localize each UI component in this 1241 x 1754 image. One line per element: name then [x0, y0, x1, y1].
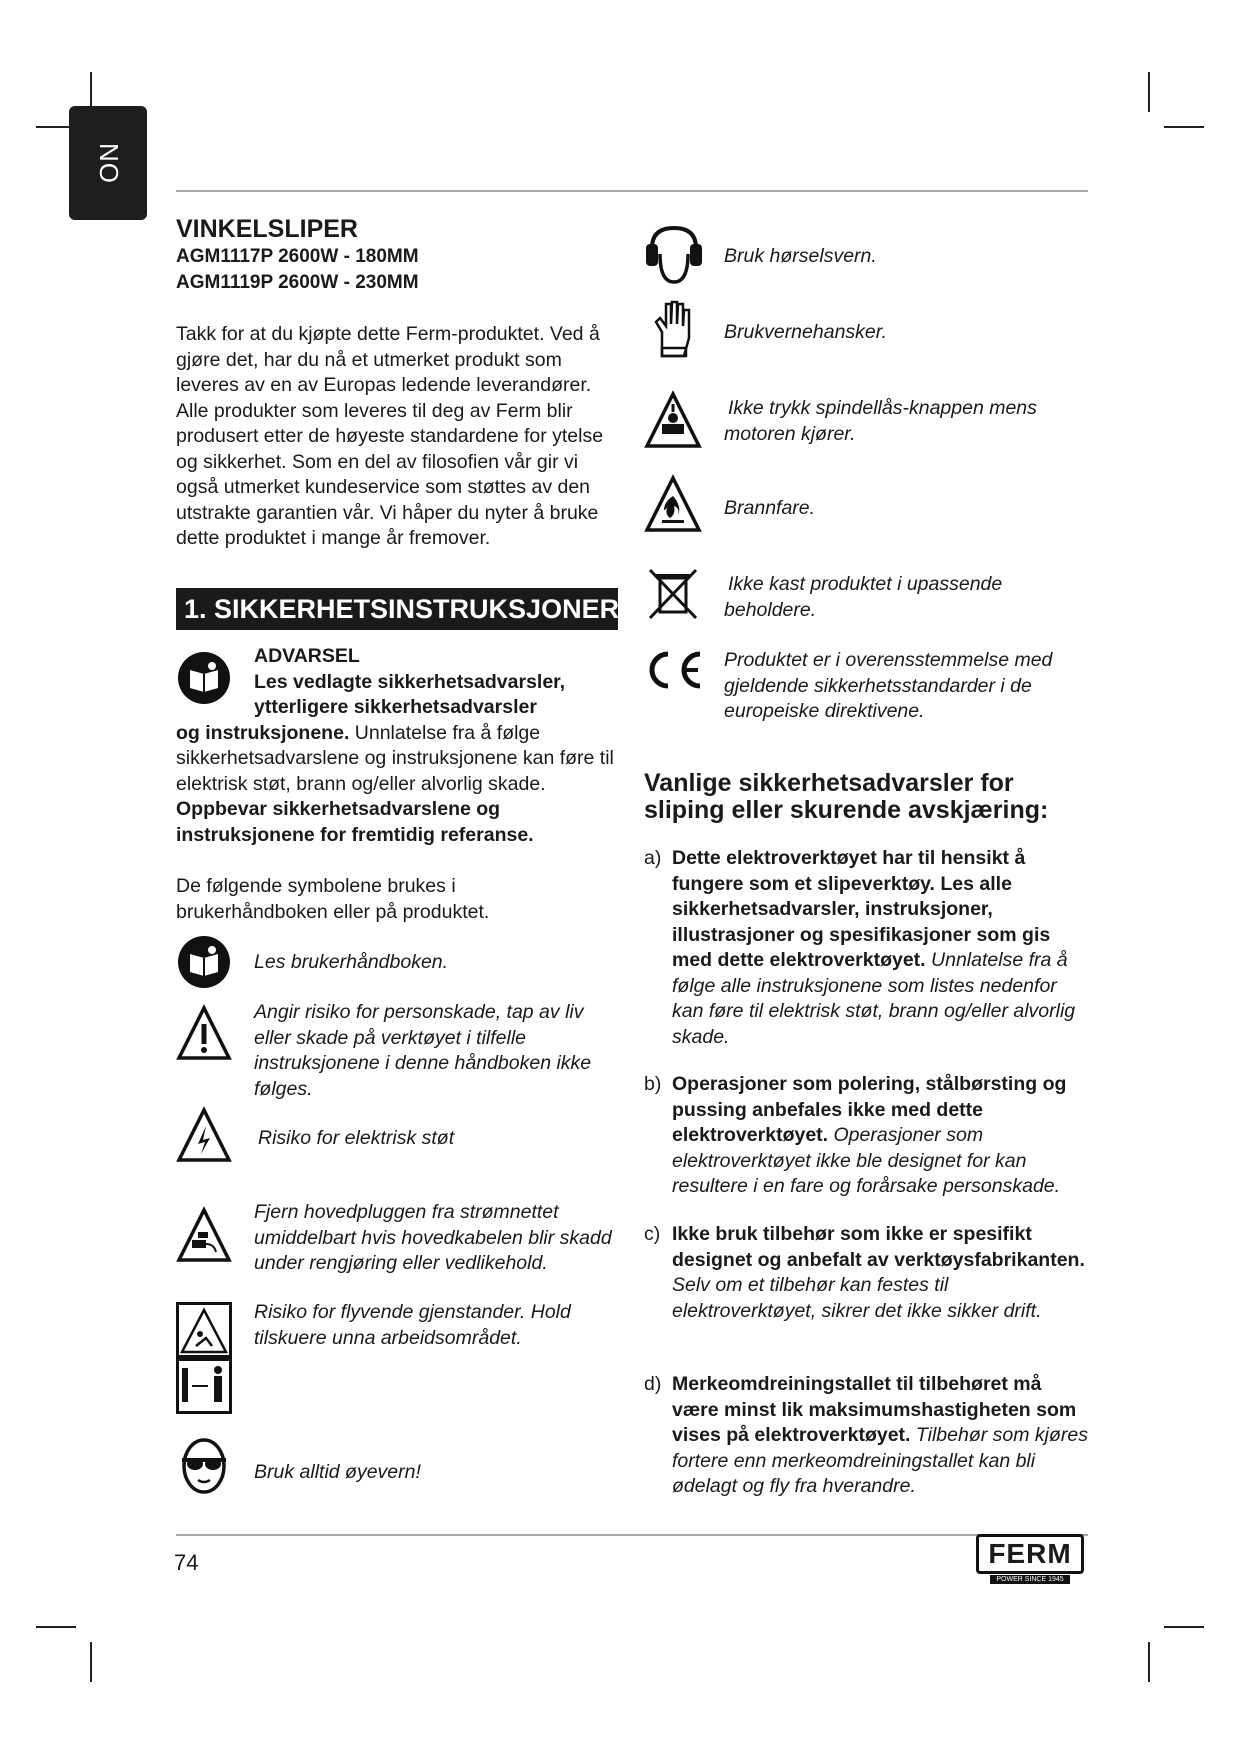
symbol-text: Les brukerhåndboken. — [254, 951, 449, 973]
model-line: AGM1117P 2600W - 180MM — [176, 246, 419, 267]
item-label: b) — [644, 1073, 662, 1095]
warning-text: Unnlatelse fra å følge sikkerhetsadvarslene og instruksjonene kan føre til elektrisk støt, brann og/eller alvorlig skade. — [176, 721, 614, 795]
brand-tagline: POWER SINCE 1945 — [990, 1575, 1070, 1584]
unplug-icon — [176, 1206, 232, 1264]
item-bold: Dette elektroverktøyet har til hensikt å fungere som et slipeverktøy. Les alle sikkerhetsadvarsler, instruksjoner, illustrasjoner og spesifikasjoner som gis med dette elektroverktøyet. — [672, 847, 1051, 971]
symbol-text: Fjern hovedpluggen fra strømnettet umiddelbart hvis hovedkabelen blir skadd under rengjøring eller vedlikehold. — [254, 1201, 612, 1274]
crop-mark — [90, 1642, 92, 1682]
grinding-item — [644, 1222, 1090, 1324]
ce-mark-icon — [642, 648, 704, 692]
ferm-logo — [976, 1534, 1084, 1584]
crop-mark — [1148, 1642, 1150, 1682]
item-italic: Operasjoner som elektroverktøyet ikke ble designet for kan resultere i en fare og forårsake personskade. — [672, 1124, 1061, 1197]
symbols-intro: De følgende symbolene brukes i brukerhåndboken eller på produktet. — [176, 875, 490, 923]
page-number: 74 — [174, 1550, 199, 1575]
grinding-item — [644, 1072, 1090, 1200]
symbol-text: Risiko for flyvende gjenstander. Hold tilskuere unna arbeidsområdet. — [254, 1301, 571, 1349]
safety-glasses-icon — [178, 1436, 230, 1498]
item-label: a) — [644, 847, 662, 869]
product-title: VINKELSLIPER — [176, 215, 358, 243]
fire-icon — [644, 474, 702, 534]
model-line: AGM1119P 2600W - 230MM — [176, 272, 419, 293]
symbol-text: Risiko for elektrisk støt — [258, 1127, 455, 1149]
item-italic: Unnlatelse fra å følge alle instruksjonene som listes nedenfor kan føre til elektrisk støt, brann og/eller alvorlig skade. — [672, 949, 1076, 1048]
item-label: d) — [644, 1373, 662, 1395]
symbol-text: Bruk hørselsvern. — [724, 245, 877, 267]
warning-block — [176, 644, 626, 925]
crop-mark — [1164, 1626, 1204, 1628]
header-rule — [176, 190, 1088, 192]
crossed-bin-icon — [646, 566, 700, 622]
symbol-text: Angir risiko for personskade, tap av liv eller skade på verktøyet i tilfelle instruksjonene i denne håndboken ikke følges. — [254, 1001, 592, 1100]
item-italic: Tilbehør som kjøres fortere enn merkeomdreiningstallet kan bli ødelagt og fly fra hverandre. — [672, 1424, 1088, 1497]
section-title: 1. SIKKERHETSINSTRUKSJONER — [176, 588, 618, 630]
grinding-heading: Vanlige sikkerhetsadvarsler for sliping eller skurende avskjæring: — [644, 769, 1049, 824]
crop-mark — [36, 1626, 76, 1628]
language-tab — [69, 106, 147, 220]
warning-paragraph — [176, 721, 626, 849]
intro-paragraph: Takk for at du kjøpte dette Ferm-produktet. Ved å gjøre det, har du nå et utmerket produkt som leveres av en av Europas ledende leverandører. Alle produkter som leveres til deg av Ferm blir produsert etter de høyeste standardene for ytelse og sikkerhet. Som en del av filosofien vår gir vi også utmerket kundeservice som støttes av den utstrakte garantien vår. Vi håper du nyter å bruke dette produktet i mange år fremover. — [176, 323, 604, 549]
warning-line: Les vedlagte sikkerhetsadvarsler, — [254, 670, 566, 693]
spindle-lock-icon — [644, 390, 702, 450]
gloves-icon — [650, 298, 698, 360]
electric-shock-icon — [176, 1106, 232, 1164]
symbol-text: Bruk alltid øyevern! — [254, 1461, 421, 1483]
symbol-text: Ikke kast produktet i upassende beholdere. — [724, 573, 1003, 621]
crop-mark — [1148, 72, 1150, 112]
warning-bold-end: Oppbevar sikkerhetsadvarslene og instruksjonene for fremtidig referanse. — [176, 798, 534, 846]
grinding-item — [644, 1372, 1090, 1500]
brand-name: FERM — [988, 1538, 1072, 1569]
ear-protection-icon — [644, 224, 704, 286]
symbol-text: Brannfare. — [724, 497, 816, 519]
symbol-text: Ikke trykk spindellås-knappen mens motoren kjører. — [724, 397, 1037, 445]
grinding-item — [644, 846, 1090, 1050]
symbol-text: Produktet er i overensstemmelse med gjeldende sikkerhetsstandarder i de europeiske direktivene. — [724, 649, 1053, 722]
flying-objects-icon — [176, 1302, 232, 1414]
item-bold: Operasjoner som polering, stålbørsting og pussing anbefales ikke med dette elektroverktøyet. — [672, 1073, 1067, 1146]
crop-mark — [1164, 126, 1204, 128]
footer-rule — [176, 1534, 1088, 1536]
warning-triangle-icon — [176, 1004, 232, 1062]
warning-line: ytterligere sikkerhetsadvarsler — [254, 696, 537, 718]
item-bold: Merkeomdreiningstallet til tilbehøret må være minst lik maksimumshastigheten som vises på elektroverktøyet. — [672, 1373, 1077, 1446]
warning-heading: ADVARSEL — [254, 645, 360, 667]
left-column — [176, 214, 626, 552]
manual-icon — [176, 934, 232, 990]
language-code: NO — [93, 142, 124, 184]
symbol-text: Brukvernehansker. — [724, 321, 887, 343]
item-label: c) — [644, 1223, 661, 1245]
item-italic: Selv om et tilbehør kan festes til elektroverktøyet, sikrer det ikke sikker drift. — [672, 1274, 1042, 1322]
item-bold: Ikke bruk tilbehør som ikke er spesifikt designet og anbefalt av verktøysfabrikanten. — [672, 1223, 1085, 1271]
warning-bold-start: og instruksjonene. — [176, 721, 350, 744]
